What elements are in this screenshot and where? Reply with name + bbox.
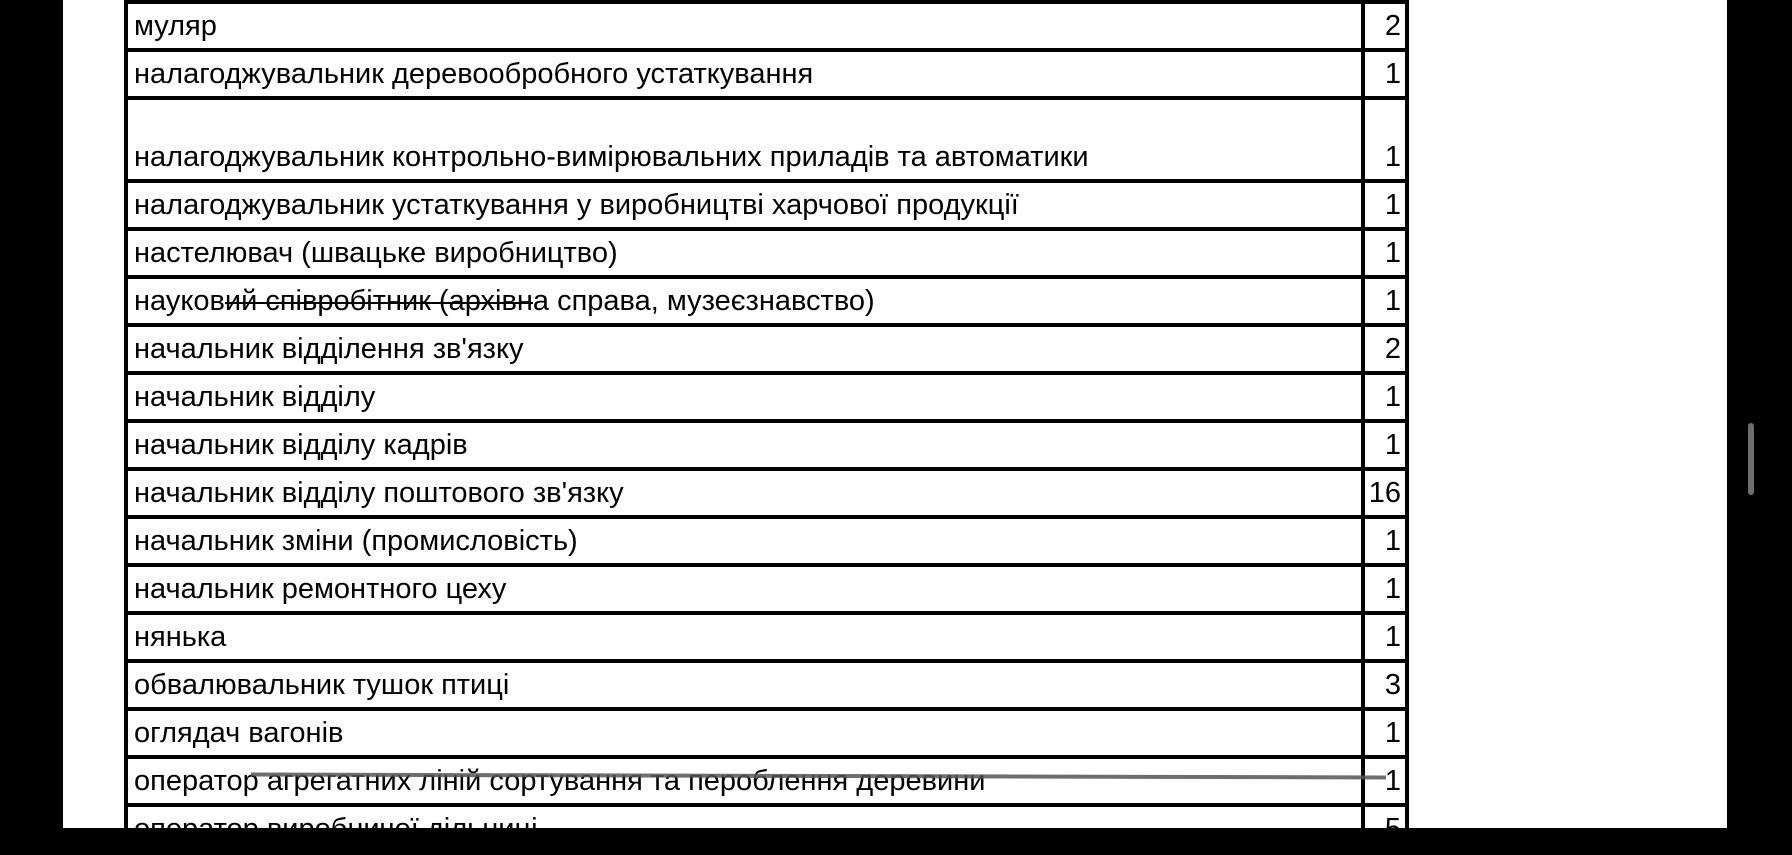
table-row	[126, 325, 1407, 373]
occupation-cell: начальник ремонтного цеху	[126, 565, 1363, 613]
table-row	[126, 421, 1407, 469]
occupation-cell: оператор виробничої дільниці	[126, 805, 1363, 853]
count-cell: 1	[1363, 421, 1407, 469]
occupation-cell	[126, 277, 1363, 325]
occupation-cell: налагоджувальник устаткування у виробництві харчової продукції	[126, 181, 1363, 229]
count-cell: 1	[1363, 277, 1407, 325]
occupation-cell: обвалювальник тушок птиці	[126, 661, 1363, 709]
occupation-cell: начальник відділу поштового зв'язку	[126, 469, 1363, 517]
count-cell: 1	[1363, 50, 1407, 98]
occupation-cell: налагоджувальник деревообробного устаткування	[126, 50, 1363, 98]
count-cell: 1	[1363, 757, 1407, 805]
table-row	[126, 613, 1407, 661]
table-row	[126, 98, 1407, 181]
count-cell: 1	[1363, 613, 1407, 661]
table-row	[126, 517, 1407, 565]
occupation-text-start: науков	[134, 285, 225, 317]
count-cell: 3	[1363, 661, 1407, 709]
table-row	[126, 709, 1407, 757]
occupation-cell: начальник відділу кадрів	[126, 421, 1363, 469]
struck-through-text: ий співробітник (архівн	[224, 285, 533, 317]
count-cell: 1	[1363, 229, 1407, 277]
occupation-cell: оглядач вагонів	[126, 709, 1363, 757]
occupation-cell: начальник відділу	[126, 373, 1363, 421]
table-row	[126, 469, 1407, 517]
table-row	[126, 2, 1407, 50]
table-row	[126, 277, 1407, 325]
occupation-cell: нянька	[126, 613, 1363, 661]
count-cell: 1	[1363, 373, 1407, 421]
count-cell: 1	[1363, 565, 1407, 613]
count-cell: 1	[1363, 98, 1407, 181]
count-cell: 1	[1363, 517, 1407, 565]
count-cell: 1	[1363, 709, 1407, 757]
occupation-cell: налагоджувальник контрольно-вимірювальних приладів та автоматики	[126, 98, 1363, 181]
occupation-table	[124, 0, 1409, 855]
occupation-cell: оператор агрегатних ліній сортування та пероблення деревини	[126, 757, 1363, 805]
document-page	[63, 0, 1727, 845]
occupation-text-end: а справа, музеєзнавство)	[532, 285, 875, 317]
count-cell: 1	[1363, 181, 1407, 229]
table-row	[126, 757, 1407, 805]
table-row	[126, 661, 1407, 709]
occupation-cell: начальник зміни (промисловість)	[126, 517, 1363, 565]
table-row	[126, 181, 1407, 229]
count-cell: 2	[1363, 2, 1407, 50]
scrollbar-thumb[interactable]	[1748, 423, 1754, 495]
occupation-cell: начальник відділення зв'язку	[126, 325, 1363, 373]
count-cell: 2	[1363, 325, 1407, 373]
count-cell: 16	[1363, 469, 1407, 517]
table-row	[126, 373, 1407, 421]
table-row	[126, 50, 1407, 98]
table-row	[126, 805, 1407, 853]
occupation-cell: муляр	[126, 2, 1363, 50]
occupation-cell: настелювач (швацьке виробництво)	[126, 229, 1363, 277]
table-row	[126, 229, 1407, 277]
table-row	[126, 565, 1407, 613]
count-cell: 5	[1363, 805, 1407, 853]
